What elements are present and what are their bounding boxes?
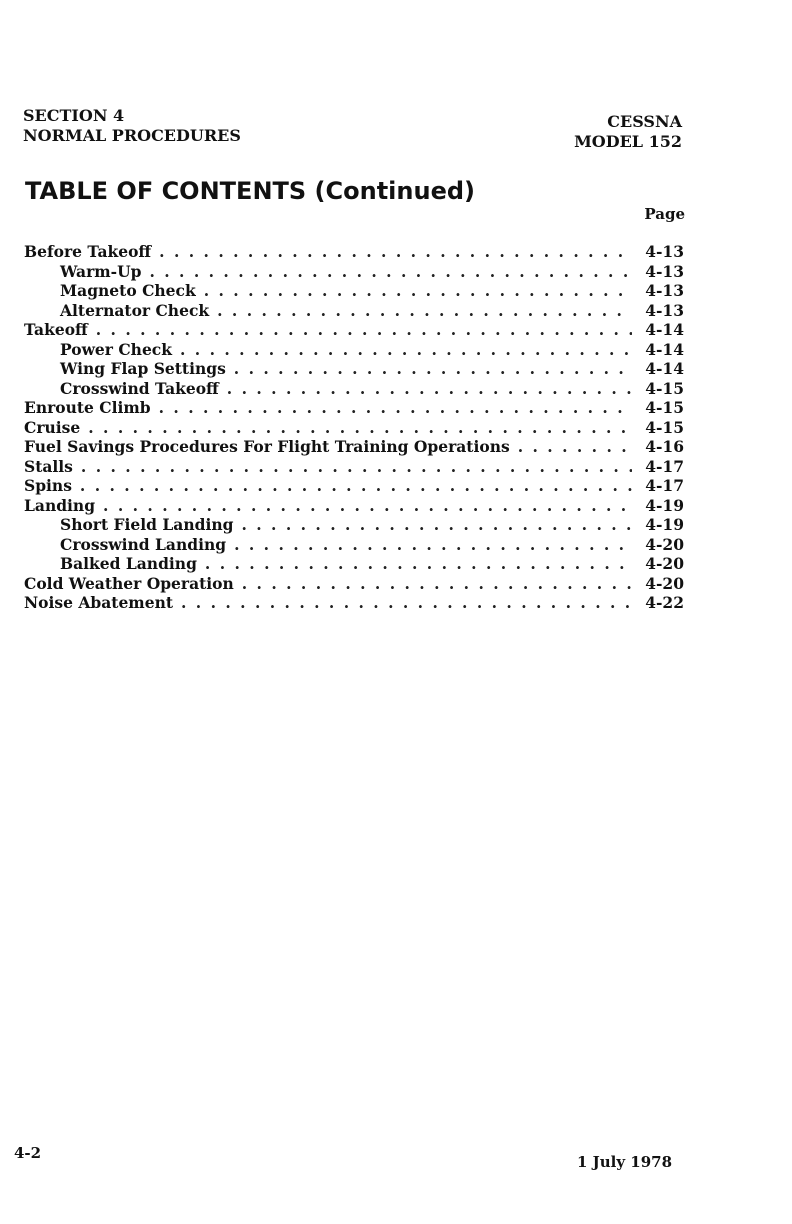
dot-leader bbox=[159, 242, 632, 261]
toc-entry bbox=[24, 574, 684, 594]
toc-entry-label: Landing bbox=[24, 495, 96, 515]
dot-leader bbox=[96, 320, 632, 339]
toc-entry-label: Enroute Climb bbox=[24, 398, 151, 417]
page-number: 4-2 bbox=[14, 1144, 42, 1162]
toc-entry bbox=[24, 398, 684, 418]
dot-leader bbox=[217, 301, 632, 320]
revision-date: 1 July 1978 bbox=[576, 1153, 672, 1171]
toc-entry bbox=[24, 262, 684, 282]
toc-entry-page: 4-13 bbox=[645, 281, 684, 300]
toc-entry-page: 4-20 bbox=[645, 534, 684, 554]
dot-leader bbox=[81, 457, 632, 476]
toc-entry bbox=[24, 320, 684, 340]
toc-entry-page: 4-13 bbox=[645, 300, 684, 320]
toc-entry-label: Wing Flap Settings bbox=[60, 359, 226, 378]
toc-entry bbox=[24, 515, 684, 535]
dot-leader bbox=[103, 496, 632, 515]
toc-entry-page: 4-14 bbox=[645, 320, 684, 339]
toc-entry bbox=[24, 496, 684, 516]
dot-leader bbox=[234, 359, 632, 378]
dot-leader bbox=[181, 593, 632, 612]
dot-leader bbox=[205, 554, 632, 573]
toc-entry bbox=[24, 593, 684, 613]
toc-entry-page: 4-20 bbox=[645, 573, 684, 593]
toc-entry-label: Takeoff bbox=[24, 320, 88, 339]
page-title: TABLE OF CONTENTS (Continued) bbox=[25, 177, 475, 205]
toc-entry-label: Cold Weather Operation bbox=[24, 573, 234, 593]
toc-entry-page: 4-13 bbox=[645, 242, 684, 261]
toc-entry-label: Crosswind Takeoff bbox=[60, 378, 219, 398]
dot-leader bbox=[80, 476, 632, 495]
toc-entry-label: Alternator Check bbox=[60, 300, 210, 320]
toc-entry-page: 4-14 bbox=[645, 359, 684, 378]
toc-entry bbox=[24, 242, 684, 262]
dot-leader bbox=[88, 418, 632, 437]
section-title: NORMAL PROCEDURES bbox=[23, 126, 241, 145]
running-header-left bbox=[23, 106, 241, 146]
toc-entry-label: Power Check bbox=[60, 339, 172, 359]
toc-entry-page: 4-19 bbox=[645, 515, 684, 534]
toc-entry-label: Before Takeoff bbox=[24, 242, 152, 261]
toc-entry-page: 4-17 bbox=[645, 476, 684, 495]
toc-entry-page: 4-20 bbox=[645, 554, 684, 573]
toc-entry bbox=[24, 535, 684, 555]
toc-entry-label: Warm-Up bbox=[60, 261, 142, 281]
toc-entry bbox=[24, 457, 684, 477]
running-header-right bbox=[574, 112, 682, 152]
dot-leader bbox=[227, 379, 632, 398]
toc-entry bbox=[24, 418, 684, 438]
dot-leader bbox=[180, 340, 632, 359]
toc-entry bbox=[24, 340, 684, 360]
toc-entry bbox=[24, 476, 684, 496]
toc-entry-label: Magneto Check bbox=[60, 281, 196, 300]
toc-entry-label: Crosswind Landing bbox=[60, 534, 227, 554]
model-name: MODEL 152 bbox=[574, 132, 682, 151]
toc-entry-page: 4-19 bbox=[645, 495, 684, 515]
toc-entry-label: Stalls bbox=[24, 456, 73, 476]
toc-entry-page: 4-14 bbox=[645, 339, 684, 359]
section-number: SECTION 4 bbox=[23, 106, 125, 125]
manufacturer-name: CESSNA bbox=[607, 112, 682, 131]
toc-entry bbox=[24, 437, 684, 457]
toc-entry-page: 4-15 bbox=[645, 417, 684, 437]
toc-entry-label: Balked Landing bbox=[60, 554, 197, 573]
toc-entry-label: Short Field Landing bbox=[60, 515, 234, 534]
dot-leader bbox=[149, 262, 632, 281]
toc-entry bbox=[24, 281, 684, 301]
toc-entry-page: 4-15 bbox=[645, 378, 684, 398]
toc-entry-page: 4-17 bbox=[645, 456, 684, 476]
table-of-contents bbox=[24, 242, 684, 613]
toc-entry-label: Spins bbox=[24, 476, 72, 495]
dot-leader bbox=[204, 281, 632, 300]
page-column-label: Page bbox=[644, 205, 685, 223]
dot-leader bbox=[242, 574, 632, 593]
toc-entry-label: Cruise bbox=[24, 417, 81, 437]
toc-entry bbox=[24, 301, 684, 321]
toc-entry-page: 4-16 bbox=[645, 437, 684, 456]
dot-leader bbox=[518, 437, 632, 456]
dot-leader bbox=[241, 515, 632, 534]
toc-entry-page: 4-22 bbox=[645, 593, 684, 612]
toc-entry-label: Noise Abatement bbox=[24, 593, 173, 612]
toc-entry bbox=[24, 554, 684, 574]
dot-leader bbox=[159, 398, 632, 417]
toc-entry-page: 4-15 bbox=[645, 398, 684, 417]
toc-entry-page: 4-13 bbox=[645, 261, 684, 281]
toc-entry-label: Fuel Savings Procedures For Flight Training Operations bbox=[24, 437, 510, 456]
dot-leader bbox=[234, 535, 632, 554]
toc-entry bbox=[24, 379, 684, 399]
toc-entry bbox=[24, 359, 684, 379]
